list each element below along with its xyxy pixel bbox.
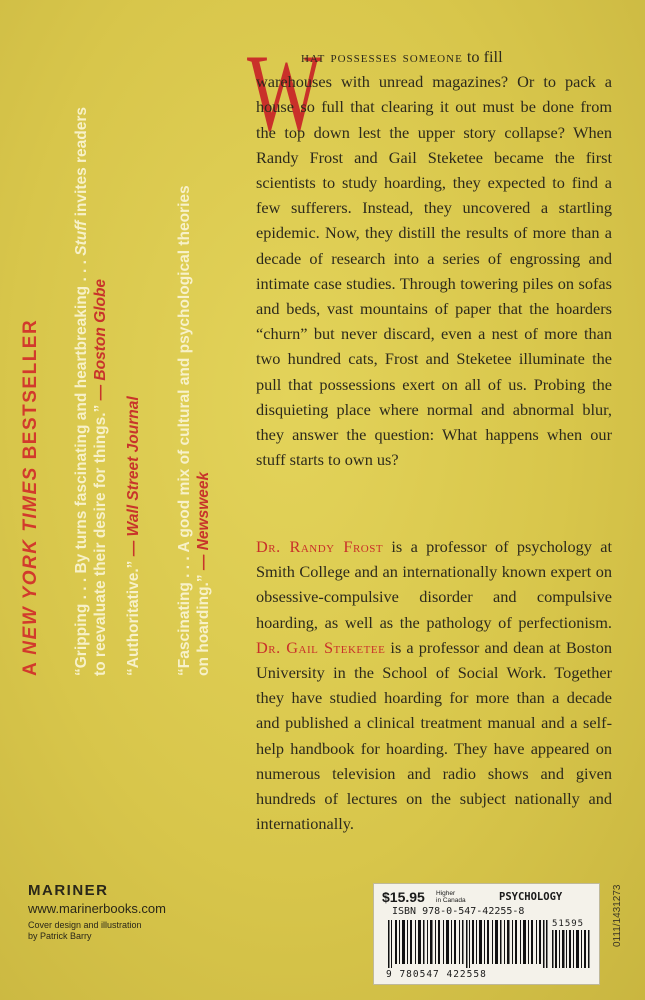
publisher-url: www.marinerbooks.com xyxy=(28,901,166,916)
quote1-source: — Boston Globe xyxy=(92,278,109,401)
quote1-tail: invites readers xyxy=(73,106,90,221)
price-label: $15.95 xyxy=(382,889,425,905)
blurb-lead: hat possesses someone xyxy=(301,47,463,66)
blurb-first-line xyxy=(256,44,612,69)
barcode-number: 9 780547 422558 xyxy=(386,969,487,980)
quote-newsweek xyxy=(175,185,213,676)
bio-frost-text: is a professor of psychology at Smith College and an internationally known expert on obsessive-compulsive disorder and compulsive hoarding, as well as the pathology of perfectionism. xyxy=(256,537,612,632)
quote3-line1: “Fascinating . . . A good mix of cultural and psychological theories xyxy=(176,185,193,676)
drop-cap: W xyxy=(247,32,322,154)
author-name-frost: Dr. Randy Frost xyxy=(256,537,384,556)
addon-code: 51595 xyxy=(552,919,585,929)
quote2-text: “Authoritative.” xyxy=(125,556,142,676)
barcode-main-icon xyxy=(388,920,548,968)
quote3-source: — Newsweek xyxy=(195,471,212,571)
cover-credit xyxy=(28,920,166,942)
publisher-info xyxy=(28,882,166,942)
quote-boston-globe xyxy=(72,107,110,676)
quote1-emphasis: Stuff xyxy=(73,220,90,256)
bestseller-suffix: BESTSELLER xyxy=(20,318,41,467)
publisher-logo: MARINER xyxy=(28,882,109,899)
barcode-label xyxy=(373,883,600,985)
book-blurb xyxy=(256,44,612,472)
side-print-code: 0111/1431273 xyxy=(612,884,623,947)
canada-note-line1: Higher xyxy=(436,890,456,897)
barcode-addon-icon xyxy=(552,930,590,968)
quote1-line2: to reevaluate their desire for things.” xyxy=(92,400,109,676)
credit-line1: Cover design and illustration xyxy=(28,920,142,930)
blurb-line1-rest: to fill xyxy=(462,47,503,66)
quote3-line2: on hoarding.” xyxy=(195,570,212,676)
canada-note xyxy=(436,890,466,904)
category-label: PSYCHOLOGY xyxy=(499,891,563,903)
bestseller-nyt: NEW YORK TIMES xyxy=(20,466,41,655)
canada-note-line2: in Canada xyxy=(436,897,466,904)
bio-steketee-text: is a professor and dean at Boston University in the School of Social Work. Together they have studied hoarding for more than a decade and published a clinical treatment manual and a self-help handbook for hoarding. They have appeared on numerous television and radio shows and given hundreds of lectures on the subject nationally and internationally. xyxy=(256,637,612,834)
author-name-steketee: Dr. Gail Steketee xyxy=(256,637,386,657)
quote1-line1: “Gripping . . . By turns fascinating and heartbreaking . . . xyxy=(73,255,90,676)
bestseller-banner xyxy=(20,319,42,676)
author-bio xyxy=(256,534,612,836)
isbn-number: ISBN 978-0-547-42255-8 xyxy=(392,906,525,917)
quote2-source: — Wall Street Journal xyxy=(125,396,142,557)
bestseller-prefix: A xyxy=(20,654,41,676)
blurb-body: warehouses with unread magazines? Or to pack a house so full that clearing it out must be done from the top down lest the upper story collapse? When Randy Frost and Gail Steketee became the first scientists to study hoarding, they expected to find a few sufferers. Instead, they uncovered a startling epidemic. Now, they distill the results of more than a decade of research into a series of engrossing and intimate case studies. Through towering piles on sofas and beds, vast mountains of paper that the hoarders “churn” but never discard, even a nest of more than two hundred cats, Frost and Steketee illuminate the pull that possessions exert on all of us. Probing the disquieting place where normal and abnormal blur, they answer the question: What happens when our stuff starts to own us? xyxy=(256,72,612,470)
quote-wall-street-journal xyxy=(124,396,143,676)
credit-line2: by Patrick Barry xyxy=(28,931,92,941)
spine-quotes xyxy=(20,56,210,676)
